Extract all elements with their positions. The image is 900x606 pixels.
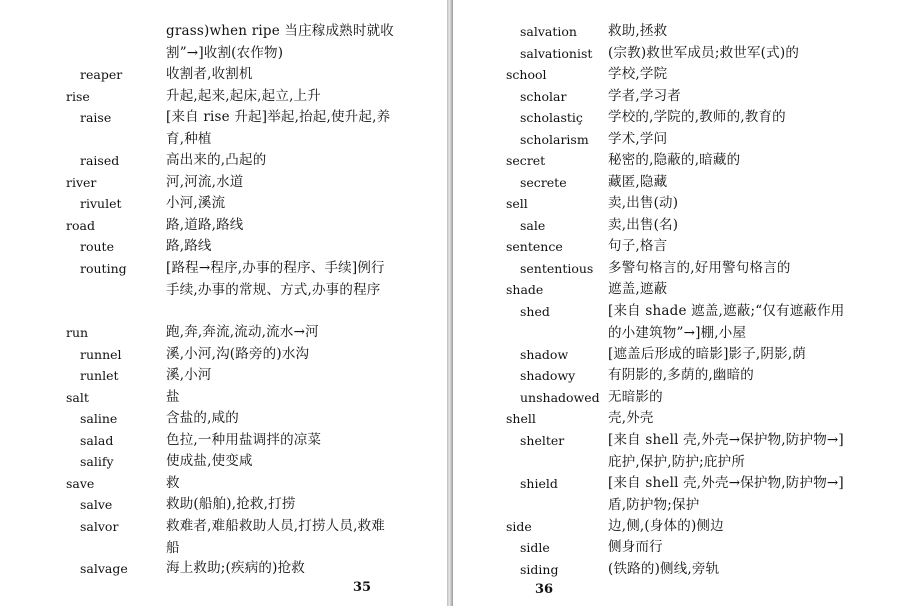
definition: 色拉,一种用盐调拌的凉菜 — [166, 432, 322, 448]
definition: 盐 — [166, 389, 180, 405]
headword: salvation — [520, 24, 577, 39]
definition: 海上救助;(疾病的)抢救 — [166, 560, 305, 576]
headword: salvationist — [520, 46, 593, 61]
page-number: 35 — [353, 580, 372, 595]
headword: runnel — [80, 347, 122, 362]
headword: raise — [80, 110, 112, 125]
headword: shed — [520, 304, 550, 319]
headword: rise — [66, 89, 90, 104]
headword: route — [80, 239, 114, 254]
headword: shadowy — [520, 368, 576, 383]
definition: 遮盖,遮蔽 — [608, 281, 668, 297]
definition: 侧身而行 — [608, 539, 663, 555]
headword: river — [66, 175, 97, 190]
headword: saline — [80, 411, 118, 426]
definition: 卖,出售(动) — [608, 195, 679, 211]
definition: 有阴影的,多荫的,幽暗的 — [608, 367, 754, 383]
definition: (宗教)救世军成员;救世军(式)的 — [608, 45, 800, 61]
definition: 升起,起来,起床,起立,上升 — [166, 88, 321, 104]
definition: 溪,小河,沟(路旁的)水沟 — [166, 346, 310, 362]
headword: shell — [506, 411, 536, 426]
headword: scholar — [520, 89, 567, 104]
definition: [路程→程序,办事的程序、手续]例行手续,办事的常规、方式,办事的程序 — [166, 260, 385, 298]
headword: shelter — [520, 433, 565, 448]
headword: sale — [520, 218, 546, 233]
definition: [来自 shell 壳,外壳→保护物,防护物→]庇护,保护,防护;庇护所 — [608, 432, 844, 470]
headword: secret — [506, 153, 546, 168]
headword: rivulet — [80, 196, 122, 211]
headword: shield — [520, 476, 558, 491]
definition: 学者,学习者 — [608, 88, 681, 104]
headword: sententious — [520, 261, 594, 276]
definition: 溪,小河 — [166, 367, 212, 383]
definition: 学校的,学院的,教师的,教育的 — [608, 109, 786, 125]
headword: scholastiç — [520, 110, 583, 125]
right-page — [453, 0, 900, 606]
definition: 含盐的,咸的 — [166, 410, 239, 426]
headword: shadow — [520, 347, 569, 362]
headword: raised — [80, 153, 120, 168]
headword: sentence — [506, 239, 563, 254]
definition: [来自 shell 壳,外壳→保护物,防护物→]盾,防护物;保护 — [608, 475, 844, 513]
page-number: 36 — [535, 582, 554, 597]
definition: [来自 shade 遮盖,遮蔽;“仅有遮蔽作用的小建筑物”→]棚,小屋 — [608, 303, 845, 341]
definition: grass)when ripe 当庄稼成熟时就收割”→]收割(农作物) — [166, 23, 394, 61]
definition: 句子,格言 — [608, 238, 668, 254]
headword: run — [66, 325, 89, 340]
headword: siding — [520, 562, 559, 577]
headword: salt — [66, 390, 89, 405]
headword: scholarism — [520, 132, 589, 147]
headword: side — [506, 519, 532, 534]
headword: school — [506, 67, 547, 82]
definition: 多警句格言的,好用警句格言的 — [608, 260, 791, 276]
headword: unshadowed — [520, 390, 600, 405]
definition: 秘密的,隐蔽的,暗藏的 — [608, 152, 741, 168]
headword: routing — [80, 261, 127, 276]
definition: 学术,学问 — [608, 131, 668, 147]
headword: sidle — [520, 540, 550, 555]
definition: 救难者,难船救助人员,打捞人员,救难船 — [166, 518, 385, 556]
definition: 救 — [166, 475, 180, 491]
definition: 河,河流,水道 — [166, 174, 244, 190]
left-page — [0, 0, 447, 606]
definition: 跑,奔,奔流,流动,流水→河 — [166, 324, 319, 340]
definition: 藏匿,隐藏 — [608, 174, 668, 190]
definition: 路,道路,路线 — [166, 217, 244, 233]
headword: salvage — [80, 561, 128, 576]
definition: 学校,学院 — [608, 66, 668, 82]
definition: 边,侧,(身体的)侧边 — [608, 518, 724, 534]
definition: [来自 rise 升起]举起,抬起,使升起,养育,种植 — [166, 109, 391, 147]
headword: salvor — [80, 519, 119, 534]
headword: shade — [506, 282, 544, 297]
headword: sell — [506, 196, 528, 211]
definition: 救助,拯救 — [608, 23, 668, 39]
definition: (铁路的)侧线,旁轨 — [608, 561, 720, 577]
definition: 救助(船舶),抢救,打捞 — [166, 496, 296, 512]
definition: [遮盖后形成的暗影]影子,阴影,荫 — [608, 346, 807, 362]
headword: salad — [80, 433, 114, 448]
headword: reaper — [80, 67, 123, 82]
headword: road — [66, 218, 95, 233]
definition: 小河,溪流 — [166, 195, 226, 211]
definition: 路,路线 — [166, 238, 212, 254]
headword: save — [66, 476, 95, 491]
definition: 收割者,收割机 — [166, 66, 253, 82]
headword: secrete — [520, 175, 567, 190]
definition: 高出来的,凸起的 — [166, 152, 267, 168]
headword: salify — [80, 454, 114, 469]
definition: 卖,出售(名) — [608, 217, 679, 233]
headword: runlet — [80, 368, 119, 383]
headword: salve — [80, 497, 113, 512]
definition: 使成盐,使变咸 — [166, 453, 253, 469]
definition: 无暗影的 — [608, 389, 663, 405]
definition: 壳,外壳 — [608, 410, 654, 426]
